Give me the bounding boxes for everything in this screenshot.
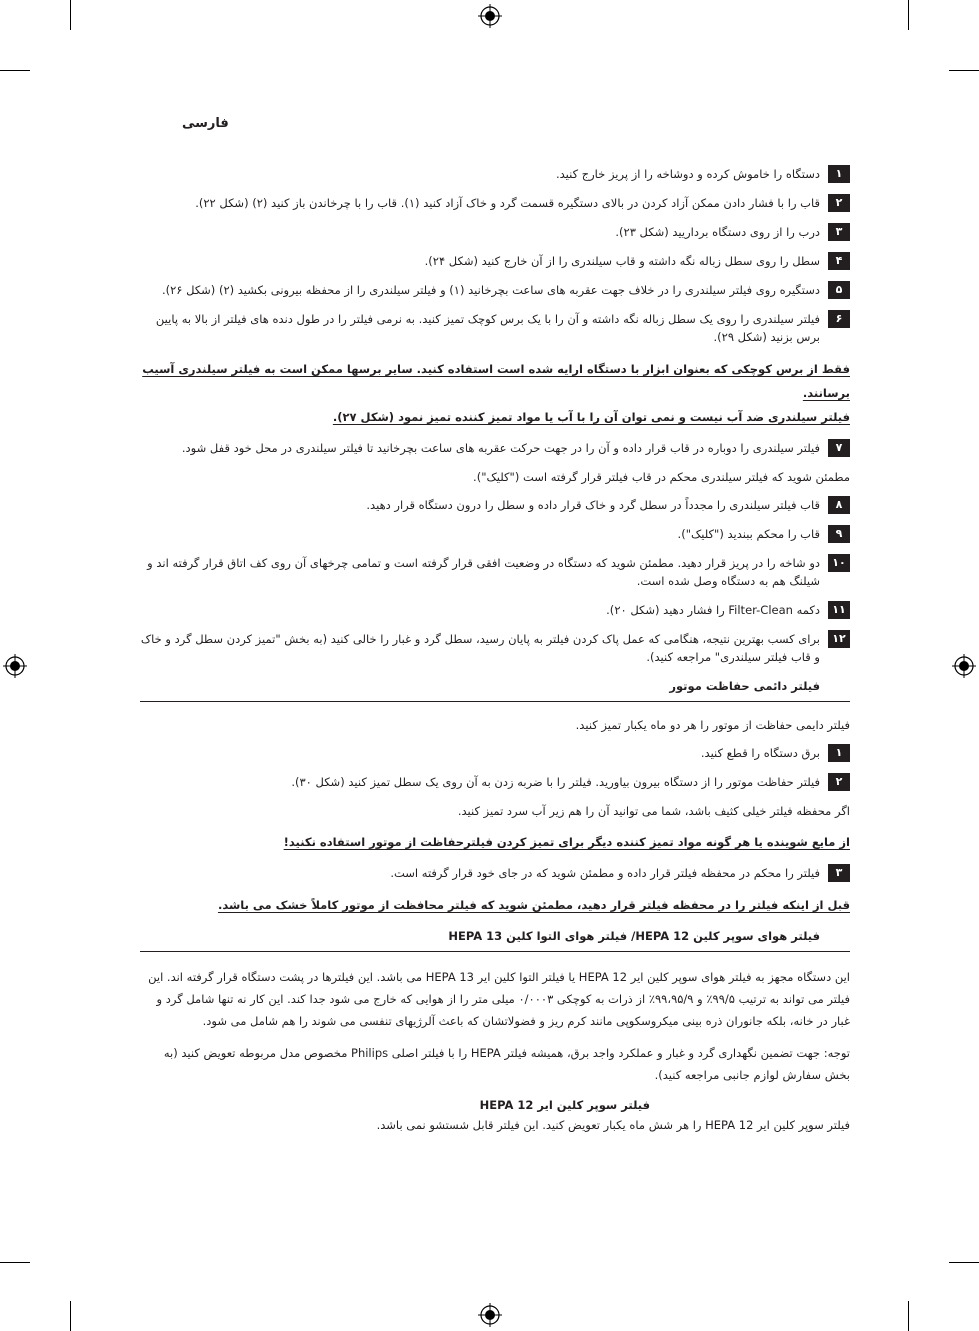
step-text: قاب فیلتر سیلندری را مجدداً در سطل گرد و خاک قرار داده و سطل را درون دستگاه قرار دهید. [366,498,820,512]
step-item [140,165,850,183]
step-list-a [140,165,850,346]
step-text: برای کسب بهترین نتیجه، هنگامی که عمل پاک کردن فیلتر به پایان رسید، سطل گرد و غبار را خالی کنید (به بخش "تمیز کردن سطل گرد و خاک و قاب فیلتر سیلندری" مراجعه کنید). [140,632,820,664]
crop-mark [0,1262,30,1263]
crop-mark [70,0,71,30]
crop-mark [949,1262,979,1263]
registration-mark-icon [478,4,502,28]
step-text: دکمه Filter-Clean را فشار دهید (شکل ۲۰). [606,603,820,617]
step-item [140,194,850,212]
step-number: ۸ [828,496,850,514]
warning-note: از مایع شوینده یا هر گونه مواد تمیز کننده دیگر برای تمیز کردن فیلترحفاظت از موتور استفاده نکنید! [283,835,850,849]
step-number: ۹ [828,525,850,543]
registration-mark-icon [478,1303,502,1327]
hepa-12-text: فیلتر سوپر کلین ایر HEPA 12 را هر شش ماه یکبار تعویض کنید. این فیلتر قابل شستشو نمی باشد. [376,1118,850,1132]
step-item [140,773,850,791]
step-number: ۴ [828,252,850,270]
registration-mark-icon [3,654,27,678]
step-item [140,864,850,882]
step-text: دستگیره روی فیلتر سیلندری را در خلاف جهت عقربه های ساعت بچرخانید (۱) و فیلتر سیلندری را از محفظه بیرونی بکشید (۲) (شکل ۲۶). [161,283,820,297]
step-number: ۱ [828,744,850,762]
subheading-hepa-12: فیلتر سوپر کلین ایر HEPA 12 [479,1098,650,1112]
step-text: برق دستگاه را قطع کنید. [700,746,820,760]
step-text: فیلتر سیلندری را روی یک سطل زباله نگه داشته و آن را با یک برس کوچک تمیز کنید. به نرمی فیلتر را در طول دنده های فیلتر از بالا به پایین برس بزنید (شکل ۲۹). [155,312,820,344]
step-item [140,601,850,619]
step-number: ۵ [828,281,850,299]
warning-line: فقط از برس کوچکی که بعنوان ابزار با دستگاه ارایه شده است استفاده کنید. سایر برسها ممکن است به فیلتر سیلندری آسیب برسانند. [142,362,850,400]
manual-content [140,165,850,1144]
crop-mark [0,70,30,71]
crop-mark [908,0,909,30]
step-text: قاب را با فشار دادن ممکن آزاد کردن در بالای دستگیره قسمت گرد و خاک آزاد کنید (۱). قاب را با چرخاندن باز کنید (۲) (شکل ۲۲). [195,196,820,210]
step-item [140,310,850,346]
crop-mark [70,1301,71,1331]
hepa-note: توجه: جهت تضمین نگهداری گرد و غبار و عملکرد واجد برق، همیشه فیلتر HEPA را با فیلتر اصلی Philips مخصوص مدل مربوطه تعویض کنید (به بخش سفارش لوازم جانبی مراجعه کنید). [163,1046,850,1082]
step-item [140,252,850,270]
step-item [140,439,850,457]
step-item [140,281,850,299]
step-text: دستگاه را خاموش کرده و دوشاخه را از پریز خارج کنید. [555,167,820,181]
step-text: فیلتر سیلندری را دوباره در قاب قرار داده و آن را در جهت حرکت عقربه های ساعت بچرخانید تا فیلتر سیلندری در محل خود قفل شود. [181,441,820,455]
step-text: فیلتر را محکم در محفظه فیلتر قرار داده و مطمئن شوید که در جای خود قرار گرفته است. [390,866,820,880]
warning-note: قبل از اینکه فیلتر را در محفظه فیلتر قرار دهید، مطمئن شوید که فیلتر محافظت از موتور کاملاً خشک می باشد. [217,898,850,912]
step-number: ۱۲ [828,630,850,648]
registration-mark-icon [952,654,976,678]
step-text: فیلتر حفاظت موتور را از دستگاه بیرون بیاورید. فیلتر را با ضربه زدن به آن روی یک سطل تمیز کنید (شکل ۳۰). [291,775,820,789]
step-item [140,223,850,241]
step-item [140,554,850,590]
step-item [140,496,850,514]
warning-line: فیلتر سیلندری ضد آب نیست و نمی توان آن را با آب یا مواد تمیز کننده تمیز نمود (شکل ۲۷). [332,410,850,424]
step-text: درب را از روی دستگاه برداریید (شکل ۲۳). [615,225,820,239]
crop-mark [908,1301,909,1331]
step-item [140,630,850,666]
step-number: ۱۰ [828,554,850,572]
step-text: سطل را روی سطل زباله نگه داشته و قاب سیلندری را از آن خارج کنید (شکل ۲۴). [424,254,820,268]
step-number: ۲ [828,194,850,212]
section-heading-motor-filter: فیلتر دائمی حفاظت موتور [140,677,850,702]
language-label: فارسی [182,116,229,131]
step-number: ۱ [828,165,850,183]
step-number: ۳ [828,223,850,241]
step-number: ۳ [828,864,850,882]
step-number: ۶ [828,310,850,328]
info-text: اگر محفظه فیلتر خیلی کثیف باشد، شما می توانید آن را هم زیر آب سرد تمیز کنید. [457,804,850,818]
info-text: مطمئن شوید که فیلتر سیلندری محکم در قاب فیلتر قرار گرفته است ("کلیک"). [473,470,850,484]
crop-mark [949,70,979,71]
warning-note [140,357,850,429]
section-intro: فیلتر دایمی حفاظت از موتور را هر دو ماه یکبار تمیز کنید. [575,718,850,732]
step-number: ۲ [828,773,850,791]
step-text: دو شاخه را در پریز قرار دهید. مطمئن شوید که دستگاه در وضعیت افقی قرار گرفته است و تمامی چرخهای آن روی کف اتاق قرار گرفته اند و شیلنگ هم به دستگاه وصل شده است. [147,556,820,588]
step-number: ۷ [828,439,850,457]
step-item [140,744,850,762]
step-text: قاب را محکم ببندید ("کلیک"). [677,527,820,541]
section-heading-hepa: فیلتر هوای سوپر کلین HEPA 12/ فیلتر هوای التوا کلین HEPA 13 [140,927,850,952]
step-number: ۱۱ [828,601,850,619]
hepa-description: این دستگاه مجهز به فیلتر هوای سوپر کلین ایر HEPA 12 یا فیلتر التوا کلین ایر HEPA 13 می باشد. این فیلترها در پشت دستگاه قرار گرفته اند. این فیلتر می تواند به ترتیب ۹۹/۵٪ و ۹۹،۹۵/۹٪ از ذرات به کوچکی ۰/۰۰۰۳ میلی متر را از هوایی که خارج می شود جدا کند. این کار نه تنها شامل گرد و غبار در خانه، بلکه جانوران ذره بینی میکروسکوپی مانند کرم ریز و فضولاتشان که باعث آلرژیهای تنفسی می شوند را هم شامل می شود. [148,970,850,1028]
step-item [140,525,850,543]
